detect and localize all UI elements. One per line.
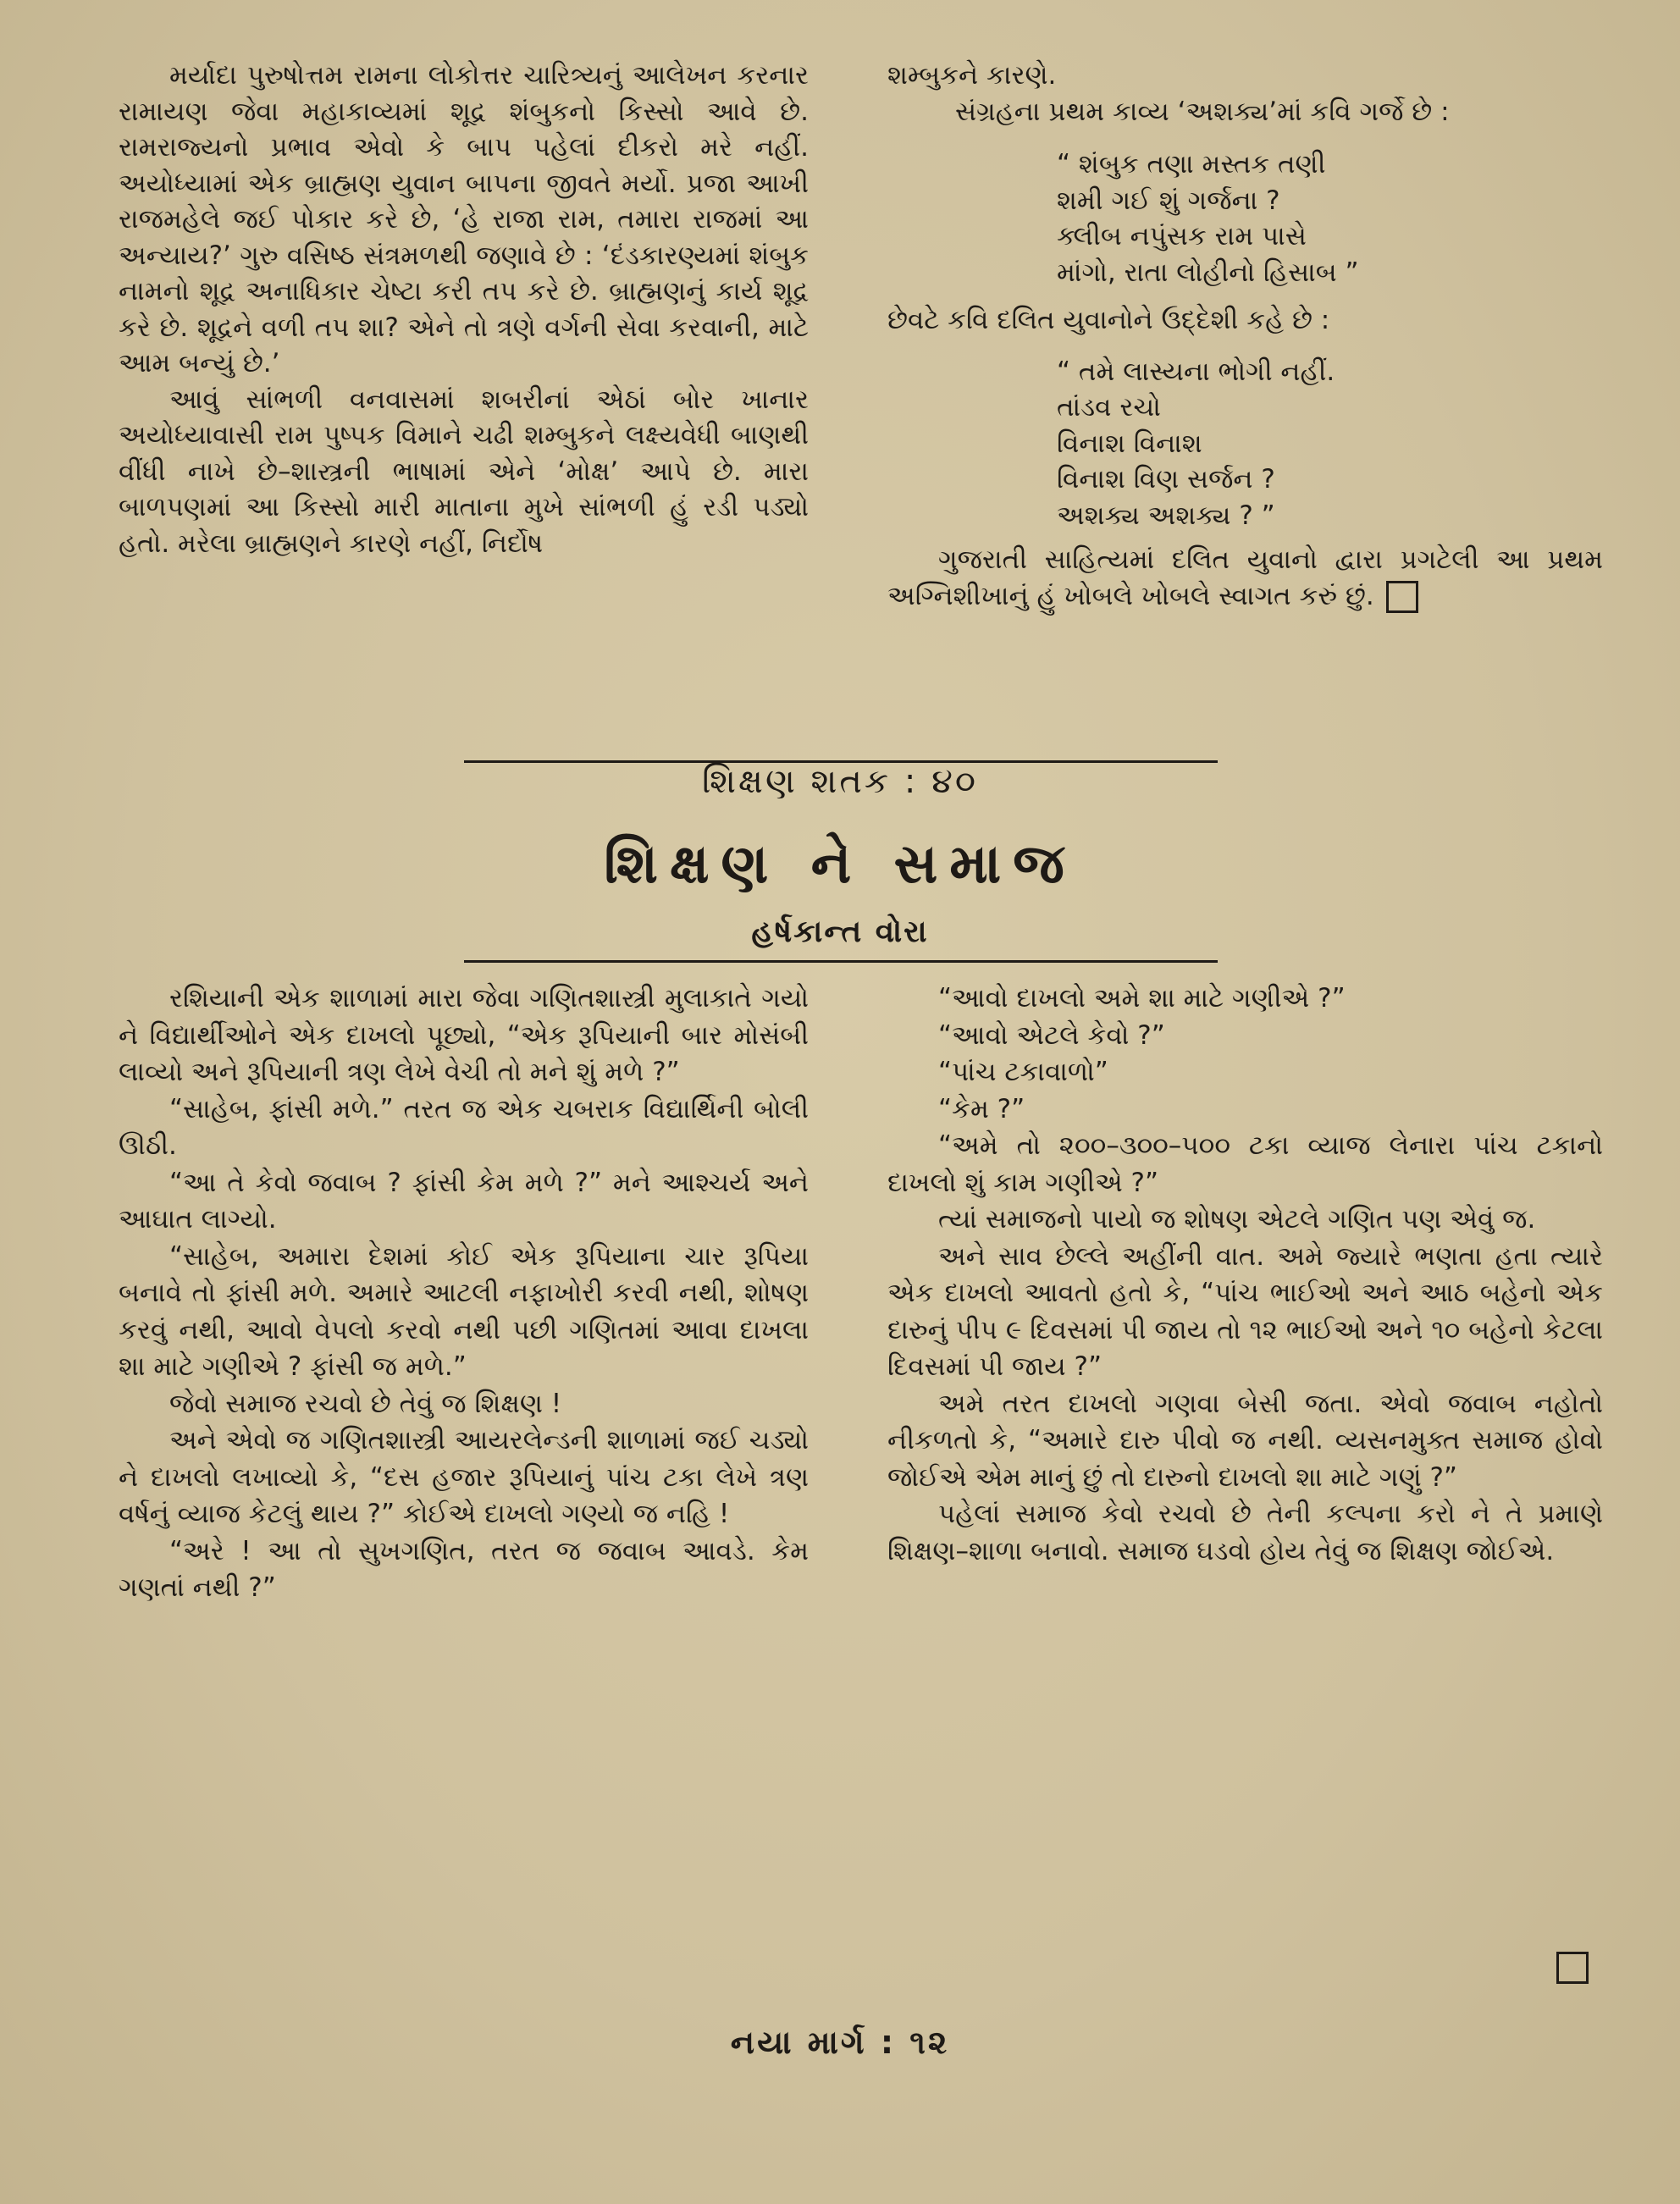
paragraph: પહેલાં સમાજ કેવો રચવો છે તેની કલ્પના કરો ને તે પ્રમાણે શિક્ષણ–શાળા બનાવો. સમાજ ઘડવો હોય તેવું જ શિક્ષણ જોઈએ.	[887, 1499, 1603, 1566]
poem-line: શમી ગઈ શું ગર્જના ?	[1057, 185, 1280, 216]
closing-paragraph	[887, 542, 1603, 614]
paragraph: “કેમ ?”	[938, 1093, 1025, 1124]
paragraph: અમે તરત દાખલો ગણવા બેસી જતા. એવો જવાબ નહોતો નીકળતો કે, “અમારે દારુ પીવો જ નથી. વ્યસનમુક્ત સમાજ હોવો જોઈએ એમ માનું છું તો દારુનો દાખલો શા માટે ગણું ?”	[887, 1388, 1603, 1493]
poem-line: “ શંબુક તણા મસ્તક તણી	[1057, 149, 1326, 180]
article-right-column	[887, 980, 1603, 1570]
paragraph: “આવો એટલે કેવો ?”	[938, 1019, 1165, 1051]
header-rule-bottom	[464, 960, 1218, 963]
paragraph-continuation: શમ્બુકને કારણે.	[887, 60, 1057, 91]
poem-line: અશક્ય અશક્ય ? ”	[1057, 500, 1275, 531]
paragraph: “અરે ! આ તો સુખગણિત, તરત જ જવાબ આવડે. કેમ ગણતાં નથી ?”	[119, 1535, 809, 1603]
paragraph: રશિયાની એક શાળામાં મારા જેવા ગણિતશાસ્ત્રી મુલાકાતે ગયો ને વિદ્યાર્થીઓને એક દાખલો પૂછ્યો, “એક રૂપિયાની બાર મોસંબી લાવ્યો અને રૂપિયાની ત્રણ લેખે વેચી તો મને શું મળે ?”	[119, 983, 809, 1087]
poem-intro: સંગ્રહના પ્રથમ કાવ્ય ‘અશક્ય’માં કવિ ગર્જે છે :	[955, 96, 1450, 127]
page-footer: નયા માર્ગ : ૧૨	[730, 2024, 950, 2061]
paragraph: “આવો દાખલો અમે શા માટે ગણીએ ?”	[938, 983, 1346, 1014]
article-author: હર્ષકાન્ત વોરા	[751, 914, 929, 949]
end-mark-icon	[1556, 1952, 1589, 1984]
poem-line: વિનાશ વિણ સર્જન ?	[1057, 464, 1275, 494]
top-right-column	[887, 58, 1603, 614]
top-left-column	[119, 58, 809, 561]
paragraph: આવું સાંભળી વનવાસમાં શબરીનાં એઠાં બોર ખાનાર અયોધ્યાવાસી રામ પુષ્પક વિમાને ચઢી શમ્બુકને લક્ષ્યવેધી બાણથી વીંધી નાખે છે–શાસ્ત્રની ભાષામાં એને ‘મોક્ષ’ આપે છે. મારા બાળપણમાં આ કિસ્સો મારી માતાના મુખે સાંભળી હું રડી પડ્યો હતો. મરેલા બ્રાહ્મણને કારણે નહીં, નિર્દોષ	[119, 384, 809, 559]
closing-text: ગુજરાતી સાહિત્યમાં દલિત યુવાનો દ્વારા પ્રગટેલી આ પ્રથમ અગ્નિશીખાનું હું ખોબલે ખોબલે સ્વાગત કરું છું.	[887, 544, 1603, 611]
paragraph: જેવો સમાજ રચવો છે તેવું જ શિક્ષણ !	[169, 1388, 562, 1419]
paragraph: “આ તે કેવો જવાબ ? ફાંસી કેમ મળે ?” મને આશ્ચર્ય અને આઘાત લાગ્યો.	[119, 1167, 809, 1235]
paragraph: “સાહેબ, ફાંસી મળે.” તરત જ એક ચબરાક વિદ્યાર્થિની બોલી ઊઠી.	[119, 1093, 809, 1161]
end-mark-icon	[1386, 581, 1418, 613]
paragraph: ત્યાં સમાજનો પાયો જ શોષણ એટલે ગણિત પણ એવું જ.	[938, 1204, 1536, 1235]
series-label: શિક્ષણ શતક : ૪૦	[702, 762, 978, 801]
paragraph: અને સાવ છેલ્લે અહીંની વાત. અમે જ્યારે ભણતા હતા ત્યારે એક દાખલો આવતો હતો કે, “પાંચ ભાઈઓ અને આઠ બહેનો એક દારુનું પીપ ૯ દિવસમાં પી જાય તો ૧૨ ભાઈઓ અને ૧૦ બહેનો કેટલા દિવસમાં પી જાય ?”	[887, 1240, 1603, 1382]
paragraph: અને એવો જ ગણિતશાસ્ત્રી આયરલેન્ડની શાળામાં જઈ ચડ્યો ને દાખલો લખાવ્યો કે, “દસ હજાર રૂપિયાનું પાંચ ટકા લેખે ત્રણ વર્ષનું વ્યાજ કેટલું થાય ?” કોઈએ દાખલો ગણ્યો જ નહિ !	[119, 1425, 809, 1529]
poem-line: તાંડવ રચો	[1057, 392, 1161, 423]
paragraph: મર્યાદા પુરુષોત્તમ રામના લોકોત્તર ચારિત્ર્યનું આલેખન કરનાર રામાયણ જેવા મહાકાવ્યમાં શૂદ્ર શંબુકનો કિસ્સો આવે છે. રામરાજ્યનો પ્રભાવ એવો કે બાપ પહેલાં દીકરો મરે નહીં. અયોધ્યામાં એક બ્રાહ્મણ યુવાન બાપના જીવતે મર્યો. પ્રજા આખી રાજમહેલે જઈ પોકાર કરે છે, ‘હે રાજા રામ, તમારા રાજમાં આ અન્યાય?’ ગુરુ વસિષ્ઠ સંત્રમળથી જણાવે છે : ‘દંડકારણ્યમાં શંબુક નામનો શૂદ્ર અનાધિકાર ચેષ્ટા કરી તપ કરે છે. બ્રાહ્મણનું કાર્ય શૂદ્ર કરે છે. શૂદ્રને વળી તપ શા? એને તો ત્રણે વર્ગની સેવા કરવાની, માટે આમ બન્યું છે.’	[119, 60, 809, 378]
poem-stanza-1	[1057, 146, 1603, 290]
article-title: શિક્ષણ ને સમાજ	[604, 832, 1076, 896]
article-left-column	[119, 980, 809, 1607]
paragraph: “સાહેબ, અમારા દેશમાં કોઈ એક રૂપિયાના ચાર રૂપિયા બનાવે તો ફાંસી મળે. અમારે આટલી નફાખોરી કરવી નથી, શોષણ કરવું નથી, આવો વેપલો કરવો નથી પછી ગણિતમાં આવા દાખલા શા માટે ગણીએ ? ફાંસી જ મળે.”	[119, 1240, 809, 1382]
poem-line: ક્લીબ નપુંસક રામ પાસે	[1057, 221, 1307, 251]
paragraph: “પાંચ ટકાવાળો”	[938, 1057, 1108, 1087]
poem-line: માંગો, રાતા લોહીનો હિસાબ ”	[1057, 257, 1359, 288]
poem-line: “ તમે લાસ્યના ભોગી નહીં.	[1057, 356, 1335, 387]
poem-stanza-2	[1057, 354, 1603, 534]
poem-intro-2: છેવટે કવિ દલિત યુવાનોને ઉદ્દેશી કહે છે :	[887, 305, 1330, 335]
paragraph: “અમે તો ૨૦૦–૩૦૦–૫૦૦ ટકા વ્યાજ લેનારા પાંચ ટકાનો દાખલો શું કામ ગણીએ ?”	[887, 1130, 1603, 1198]
poem-line: વિનાશ વિનાશ	[1057, 428, 1202, 459]
